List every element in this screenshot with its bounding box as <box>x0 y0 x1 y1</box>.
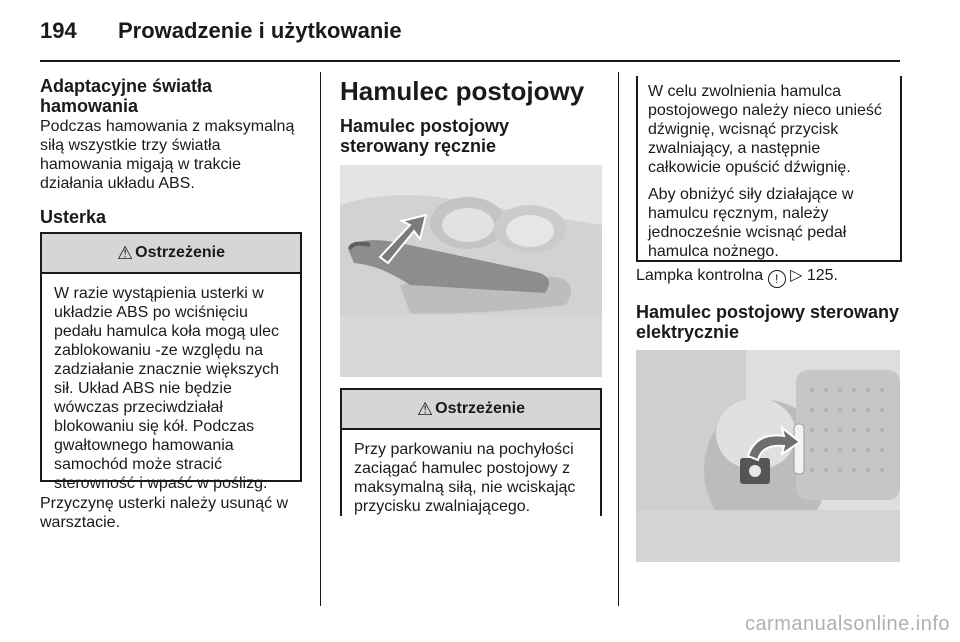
indicator-label: Lampka kontrolna <box>636 267 764 284</box>
electric-brake-heading: Hamulec postojowy sterowany elektrycznie <box>636 302 900 342</box>
electric-brake-illustration <box>636 350 900 562</box>
page-reference-icon: ▷ <box>790 267 803 284</box>
abs-lights-text: Podczas hamowania z maksymalną siłą wszystkie trzy światła hamowania migają w trakcie działania układu ABS. <box>40 118 295 192</box>
manual-handbrake-illustration <box>340 165 602 377</box>
release-instructions-box <box>636 76 902 262</box>
left-column <box>40 76 305 227</box>
warning-text: W razie wystąpienia usterki w układzie ABS po wciśnięciu pedału hamulca koła mogą ulec zablokowaniu -ze względu na zadziałanie znacznie większych sił. Układ ABS nie będzie wówczas przeciwdziałał blokowaniu się kół. Podczas gwałtownego hamowania samochód może stracić sterowność i wpaść w poślizg. <box>54 285 280 492</box>
warning-triangle-icon: ⚠ <box>417 398 434 419</box>
reduce-force-text: Aby obniżyć siły działające w hamulcu ręcznym, należy jednocześnie wcisnąć pedał hamulca nożnego. <box>648 186 854 260</box>
repair-text: Przyczynę usterki należy usunąć w warsztacie. <box>40 495 289 531</box>
page-title: Prowadzenie i użytkowanie <box>118 18 402 43</box>
warning-label: Ostrzeżenie <box>135 244 225 261</box>
column-divider-right <box>618 72 619 606</box>
abs-lights-heading: Adaptacyjne światła hamowania <box>40 76 213 116</box>
warning-header <box>342 390 600 430</box>
header-rule <box>40 60 900 62</box>
brake-warning-icon: ! <box>768 270 786 288</box>
parking-warning-box <box>340 388 602 516</box>
middle-column <box>340 76 605 156</box>
warning-label: Ostrzeżenie <box>435 400 525 417</box>
indicator-page: 125. <box>806 267 838 284</box>
warning-triangle-icon: ⚠ <box>117 242 134 263</box>
fault-heading: Usterka <box>40 207 107 227</box>
manual-brake-heading: Hamulec postojowy sterowany ręcznie <box>340 116 510 156</box>
indicator-line <box>636 266 906 288</box>
watermark: carmanualsonline.info <box>744 613 950 635</box>
release-text: W celu zwolnienia hamulca postojowego należy nieco unieść dźwignię, wcisnąć przycisk zwalniający, a następnie całkowicie opuścić dźwignię. <box>648 83 882 176</box>
warning-text: Przy parkowaniu na pochyłości zaciągać hamulec postojowy z maksymalną siłą, nie wciskając przycisku zwalniającego. <box>354 441 576 515</box>
parking-brake-section-title: Hamulec postojowy <box>340 76 585 106</box>
page-number: 194 <box>40 18 77 43</box>
abs-warning-box <box>40 232 302 492</box>
column-divider-left <box>320 72 321 606</box>
warning-header <box>42 234 300 274</box>
